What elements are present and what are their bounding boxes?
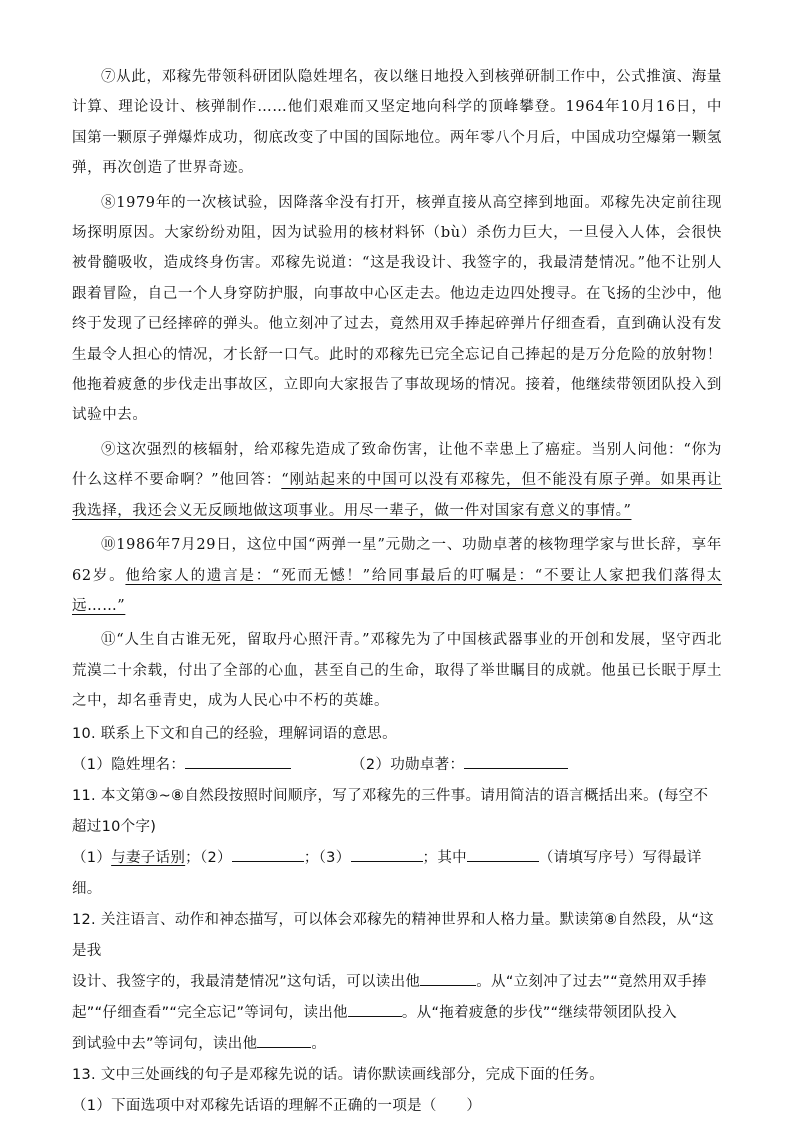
question-11-answers <box>72 843 722 905</box>
question-11-answer-1: 与妻子话别 <box>111 849 186 866</box>
paragraph-9 <box>72 435 722 526</box>
paragraph-7: ⑦从此，邓稼先带领科研团队隐姓埋名，夜以继日地投入到核弹研制工作中，公式推演、海量计算、理论设计、核弹制作……他们艰难而又坚定地向科学的顶峰攀登。1964年10月16日，中国第一颗原子弹爆炸成功，彻底改变了中国的国际地位。两年零八个月后，中国成功空爆第一颗氢弹，再次创造了世界奇迹。 <box>72 69 722 177</box>
answer-blank-10-1[interactable] <box>185 753 291 769</box>
question-12-line-2 <box>72 967 722 998</box>
answer-blank-11-4[interactable] <box>467 846 539 862</box>
question-12-text-4: 到试验中去”等词句，读出他 <box>72 1035 258 1052</box>
paragraph-10 <box>72 530 722 621</box>
question-12-text-3: 起”“仔细查看”“完全忘记”等词句，读出他 <box>72 1004 348 1021</box>
question-13-item-1: （1）下面选项中对邓稼先话语的理解不正确的一项是（ ） <box>72 1097 482 1114</box>
answer-blank-11-2[interactable] <box>232 846 304 862</box>
question-11-label-1: （1） <box>72 849 112 866</box>
paragraph-11: ⑪“人生自古谁无死，留取丹心照汗青。”邓稼先为了中国核武器事业的开创和发展，坚守西北荒漠二十余载，付出了全部的心血，甚至自己的生命，取得了举世瞩目的成就。他虽已长眠于厚土之中，却名垂青史，成为人民心中不朽的英雄。 <box>72 632 722 710</box>
question-11-label-4: ；其中 <box>422 849 467 866</box>
question-13-stem: 13. 文中三处画线的句子是邓稼先说的话。请你默读画线部分，完成下面的任务。 <box>72 1066 605 1083</box>
answer-blank-12-3[interactable] <box>257 1032 311 1048</box>
question-12-line-3 <box>72 998 722 1029</box>
question-11-label-3: ；（3） <box>303 849 351 866</box>
question-10-stem: 10. 联系上下文和自己的经验，理解词语的意思。 <box>72 725 397 742</box>
questions-section <box>72 719 722 1122</box>
question-12-tail-3: 。从“拖着疲惫的步伐”“继续带领团队投入 <box>401 1004 677 1021</box>
answer-blank-10-2[interactable] <box>464 753 568 769</box>
question-11-tail: （请填写序号）写得最详细。 <box>72 849 702 897</box>
underlined-quote-1: “刚站起来的中国可以没有邓稼先，但不能没有原子弹。如果再让我选择，我还会义无反顾地做这项事业。用尽一辈子，做一件对国家有意义的事情。” <box>72 472 723 519</box>
answer-blank-12-2[interactable] <box>348 1001 402 1017</box>
paragraph-9-text: ⑨这次强烈的核辐射，给邓稼先造成了致命伤害，让他不幸患上了癌症。当别人问他：“你为什么这样不要命啊？”他回答： <box>72 441 722 489</box>
question-12-text-2: 设计、我签字的，我最清楚情况”这句话，可以读出他 <box>72 973 421 990</box>
question-12-line-1: 12. 关注语言、动作和神态描写，可以体会邓稼先的精神世界和人格力量。默读第⑧自然段，从“这是我 <box>72 911 714 959</box>
question-10-item-1: （1）隐姓埋名： <box>72 756 186 773</box>
paragraph-8: ⑧1979年的一次核试验，因降落伞没有打开，核弹直接从高空摔到地面。邓稼先决定前往现场探明原因。大家纷纷劝阻，因为试验用的核材料钚（bù）杀伤力巨大，一旦侵入人体，会很快被骨髓吸收，造成终身伤害。邓稼先说道：“这是我设计、我签字的，我最清楚情况。”他不让别人跟着冒险，自己一个人身穿防护服，向事故中心区走去。他边走边四处搜寻。在飞扬的尘沙中，他终于发现了已经摔碎的弹头。他立刻冲了过去，竟然用双手捧起碎弹片仔细查看，直到确认没有发生最令人担心的情况，才长舒一口气。此时的邓稼先已完全忘记自己捧起的是万分危险的放射物！他拖着疲惫的步伐走出事故区，立即向大家报告了事故现场的情况。接着，他继续带领团队投入到试验中去。 <box>72 194 722 424</box>
question-12-tail-2: 。从“立刻冲了过去”“竟然用双手捧 <box>476 973 707 990</box>
underlined-quote-2: 他给家人的遗言是：“死而无憾！”给同事最后的叮嘱是：“不要让人家把我们落得太远……” <box>72 567 722 614</box>
question-11-label-2: ；（2） <box>185 849 232 866</box>
question-12-tail-4: 。 <box>311 1035 327 1052</box>
question-10-item-2: （2）功勋卓著： <box>351 756 465 773</box>
question-10-items <box>72 750 722 781</box>
answer-blank-12-1[interactable] <box>420 970 476 986</box>
answer-blank-11-3[interactable] <box>351 846 423 862</box>
question-11-stem: 11. 本文第③~⑧自然段按照时间顺序，写了邓稼先的三件事。请用简洁的语言概括出来。(每空不超过10个字) <box>72 787 709 835</box>
paragraph-10-text: ⑩1986年7月29日，这位中国“两弹一星”元勋之一、功勋卓著的核物理学家与世长辞，享年62岁。 <box>72 537 722 584</box>
question-12-line-4 <box>72 1029 722 1060</box>
